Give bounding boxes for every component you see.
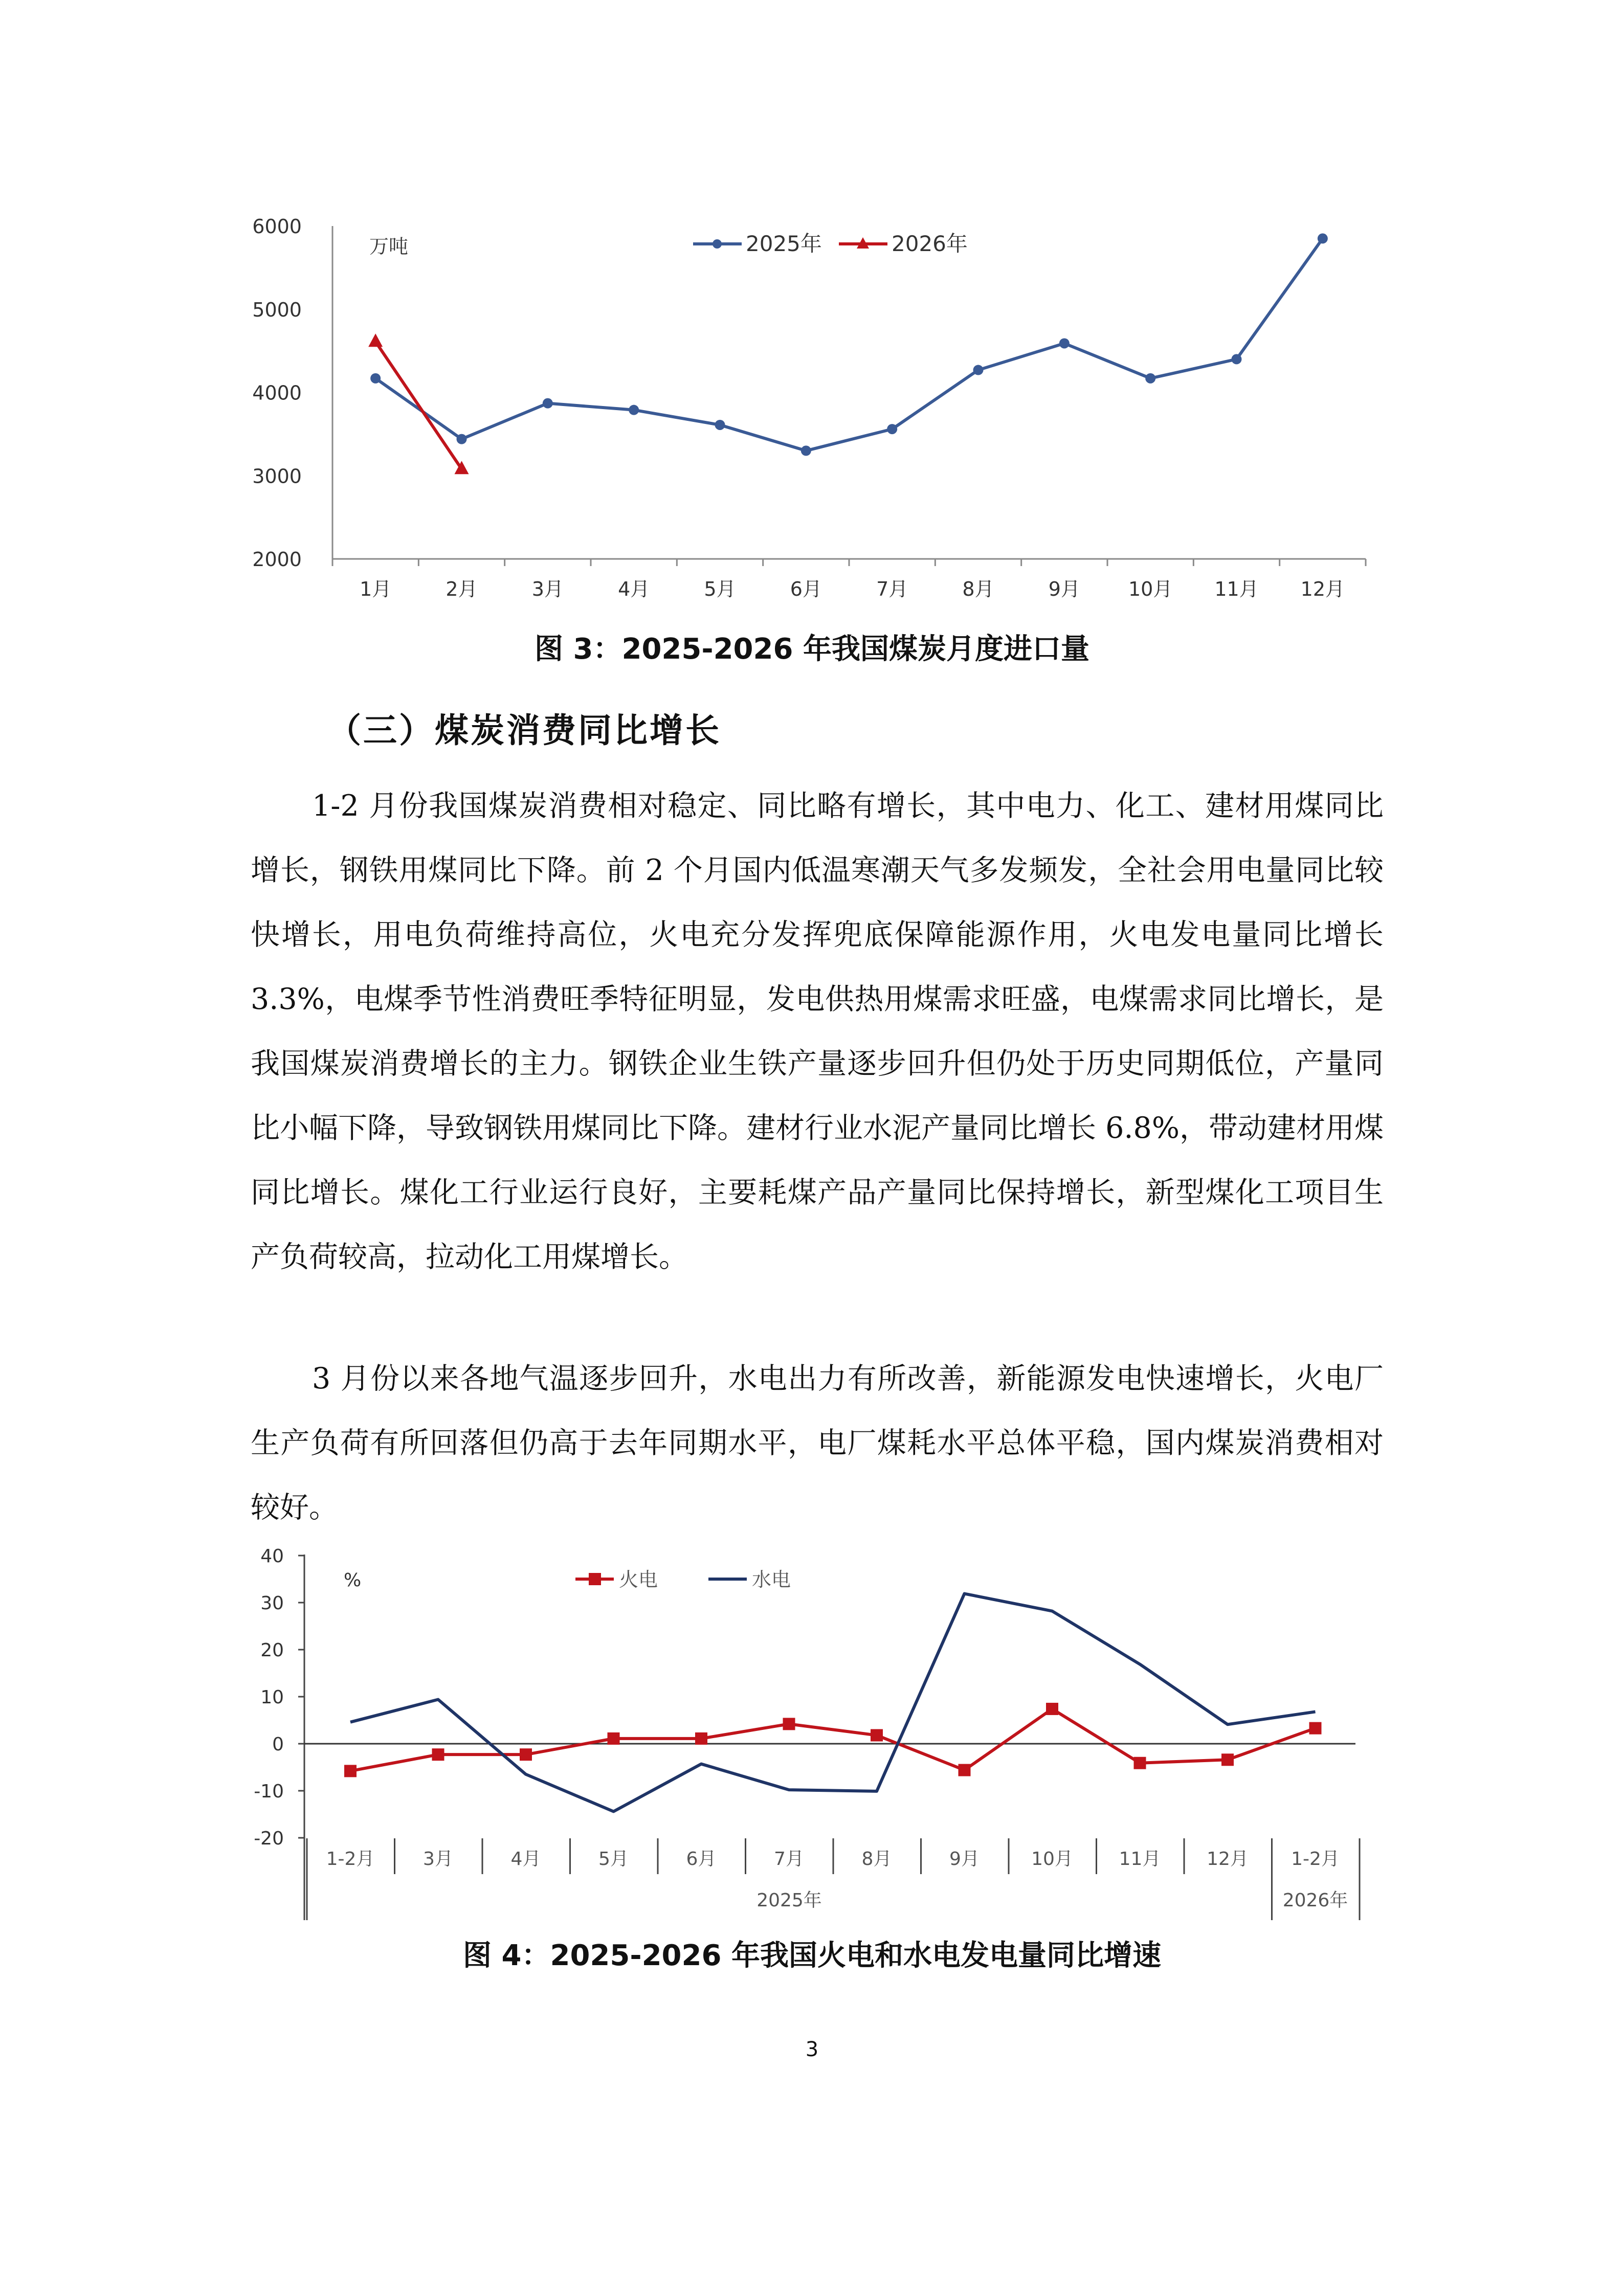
data-point-2025年: [1145, 373, 1155, 384]
legend-hydro-label: 水电: [752, 1568, 791, 1591]
data-point-2025年: [801, 445, 811, 456]
x-tick-label: 1月: [360, 578, 392, 600]
y-tick-label: 0: [272, 1734, 284, 1755]
data-point-2025年: [543, 398, 553, 409]
x-tick-label: 2月: [446, 578, 478, 600]
y-tick-label: 5000: [252, 298, 302, 321]
figure-3-caption: 图 3：2025-2026 年我国煤炭月度进口量: [535, 633, 1089, 666]
legend-thermal-label: 火电: [619, 1568, 658, 1591]
legend-2025-marker: [713, 239, 722, 249]
y-tick-label: 4000: [252, 381, 302, 404]
data-point-火电: [1046, 1703, 1058, 1715]
figure-4-caption: 图 4：2025-2026 年我国火电和水电发电量同比增速: [463, 1939, 1161, 1972]
series-line-火电: [350, 1709, 1316, 1771]
x-category-label: 8月: [861, 1849, 892, 1870]
data-point-2026年: [455, 461, 469, 474]
x-category-label: 4月: [510, 1849, 541, 1870]
data-point-2025年: [715, 420, 725, 430]
x-tick-label: 9月: [1048, 578, 1080, 600]
x-category-label: 6月: [686, 1849, 717, 1870]
x-category-label: 10月: [1031, 1849, 1073, 1870]
x-tick-label: 4月: [618, 578, 650, 600]
x-tick-label: 12月: [1300, 578, 1345, 600]
y-tick-label: 3000: [252, 465, 302, 488]
unit-label: 万吨: [369, 235, 409, 258]
data-point-火电: [344, 1765, 357, 1777]
data-point-火电: [608, 1732, 620, 1745]
x-tick-label: 8月: [962, 578, 994, 600]
legend-thermal-marker: [589, 1573, 601, 1585]
data-point-2025年: [1232, 354, 1242, 364]
data-point-2025年: [457, 434, 467, 444]
data-point-2025年: [629, 405, 639, 415]
data-point-火电: [432, 1748, 444, 1761]
x-category-label: 3月: [423, 1849, 453, 1870]
x-tick-label: 5月: [704, 578, 736, 600]
data-point-2025年: [973, 365, 984, 375]
x-category-label: 7月: [774, 1849, 804, 1870]
data-point-火电: [520, 1748, 532, 1761]
legend-2026-label: 2026年: [892, 231, 968, 256]
x-category-label: 1-2月: [1291, 1849, 1340, 1870]
x-tick-label: 11月: [1214, 578, 1259, 600]
y-tick-label: 2000: [252, 548, 302, 571]
data-point-火电: [1134, 1757, 1146, 1769]
legend-2025-label: 2025年: [746, 231, 822, 256]
legend-2026-marker: [857, 237, 869, 249]
y-tick-label: 20: [260, 1640, 284, 1661]
y-tick-label: 10: [260, 1687, 284, 1708]
data-point-2025年: [370, 373, 381, 384]
section-heading: （三）煤炭消费同比增长: [327, 711, 721, 750]
unit-label: %: [344, 1570, 362, 1591]
x-category-label: 9月: [949, 1849, 980, 1870]
y-tick-label: 40: [260, 1546, 284, 1567]
x-tick-label: 3月: [531, 578, 564, 600]
year-group-label: 2025年: [757, 1890, 822, 1911]
y-tick-label: -20: [254, 1828, 284, 1849]
x-category-label: 12月: [1207, 1849, 1249, 1870]
data-point-火电: [695, 1732, 707, 1745]
y-tick-label: 6000: [252, 215, 302, 238]
page-number: 3: [805, 2038, 819, 2061]
data-point-2025年: [1318, 233, 1328, 243]
x-tick-label: 10月: [1128, 578, 1173, 600]
series-line-2026年: [375, 342, 461, 469]
data-point-火电: [871, 1729, 883, 1741]
legend: [575, 1568, 791, 1591]
x-category-label: 5月: [598, 1849, 629, 1870]
y-tick-label: -10: [254, 1781, 284, 1802]
data-point-2025年: [887, 424, 897, 434]
data-point-火电: [959, 1764, 971, 1776]
x-tick-label: 7月: [876, 578, 908, 600]
series-line-水电: [350, 1594, 1316, 1812]
paragraph-2: 3 月份以来各地气温逐步回升，水电出力有所改善，新能源发电快速增长，火电厂生产负荷有所回落但仍高于去年同期水平，电厂煤耗水平总体平稳，国内煤炭消费相对较好。: [251, 1362, 1384, 1524]
data-point-火电: [1309, 1722, 1322, 1735]
year-group-label: 2026年: [1282, 1890, 1348, 1911]
legend: [693, 231, 968, 256]
data-point-火电: [1221, 1753, 1234, 1766]
paragraph-1: 1-2 月份我国煤炭消费相对稳定、同比略有增长，其中电力、化工、建材用煤同比增长，钢铁用煤同比下降。前 2 个月国内低温寒潮天气多发频发，全社会用电量同比较快增长，用电负荷维持高位，火电充分发挥兜底保障能源作用，火电发电量同比增长 3.3%，电煤季节性消费旺季特征明显，发电供热用煤需求旺盛，电煤需求同比增长，是我国煤炭消费增长的主力。钢铁企业生铁产量逐步回升但仍处于历史同期低位，产量同比小幅下降，导致钢铁用煤同比下降。建材行业水泥产量同比增长 6.8%，带动建材用煤同比增长。煤化工行业运行良好，主要耗煤产品产量同比保持增长，新型煤化工项目生产负荷较高，拉动化工用煤增长。: [251, 789, 1384, 1274]
x-category-label: 11月: [1119, 1849, 1161, 1870]
y-tick-label: 30: [260, 1593, 284, 1614]
x-tick-label: 6月: [790, 578, 822, 600]
series-line-2025年: [375, 238, 1323, 451]
data-point-2025年: [1059, 338, 1070, 348]
data-point-火电: [783, 1718, 795, 1730]
data-point-2026年: [368, 333, 383, 347]
x-category-label: 1-2月: [326, 1849, 375, 1870]
